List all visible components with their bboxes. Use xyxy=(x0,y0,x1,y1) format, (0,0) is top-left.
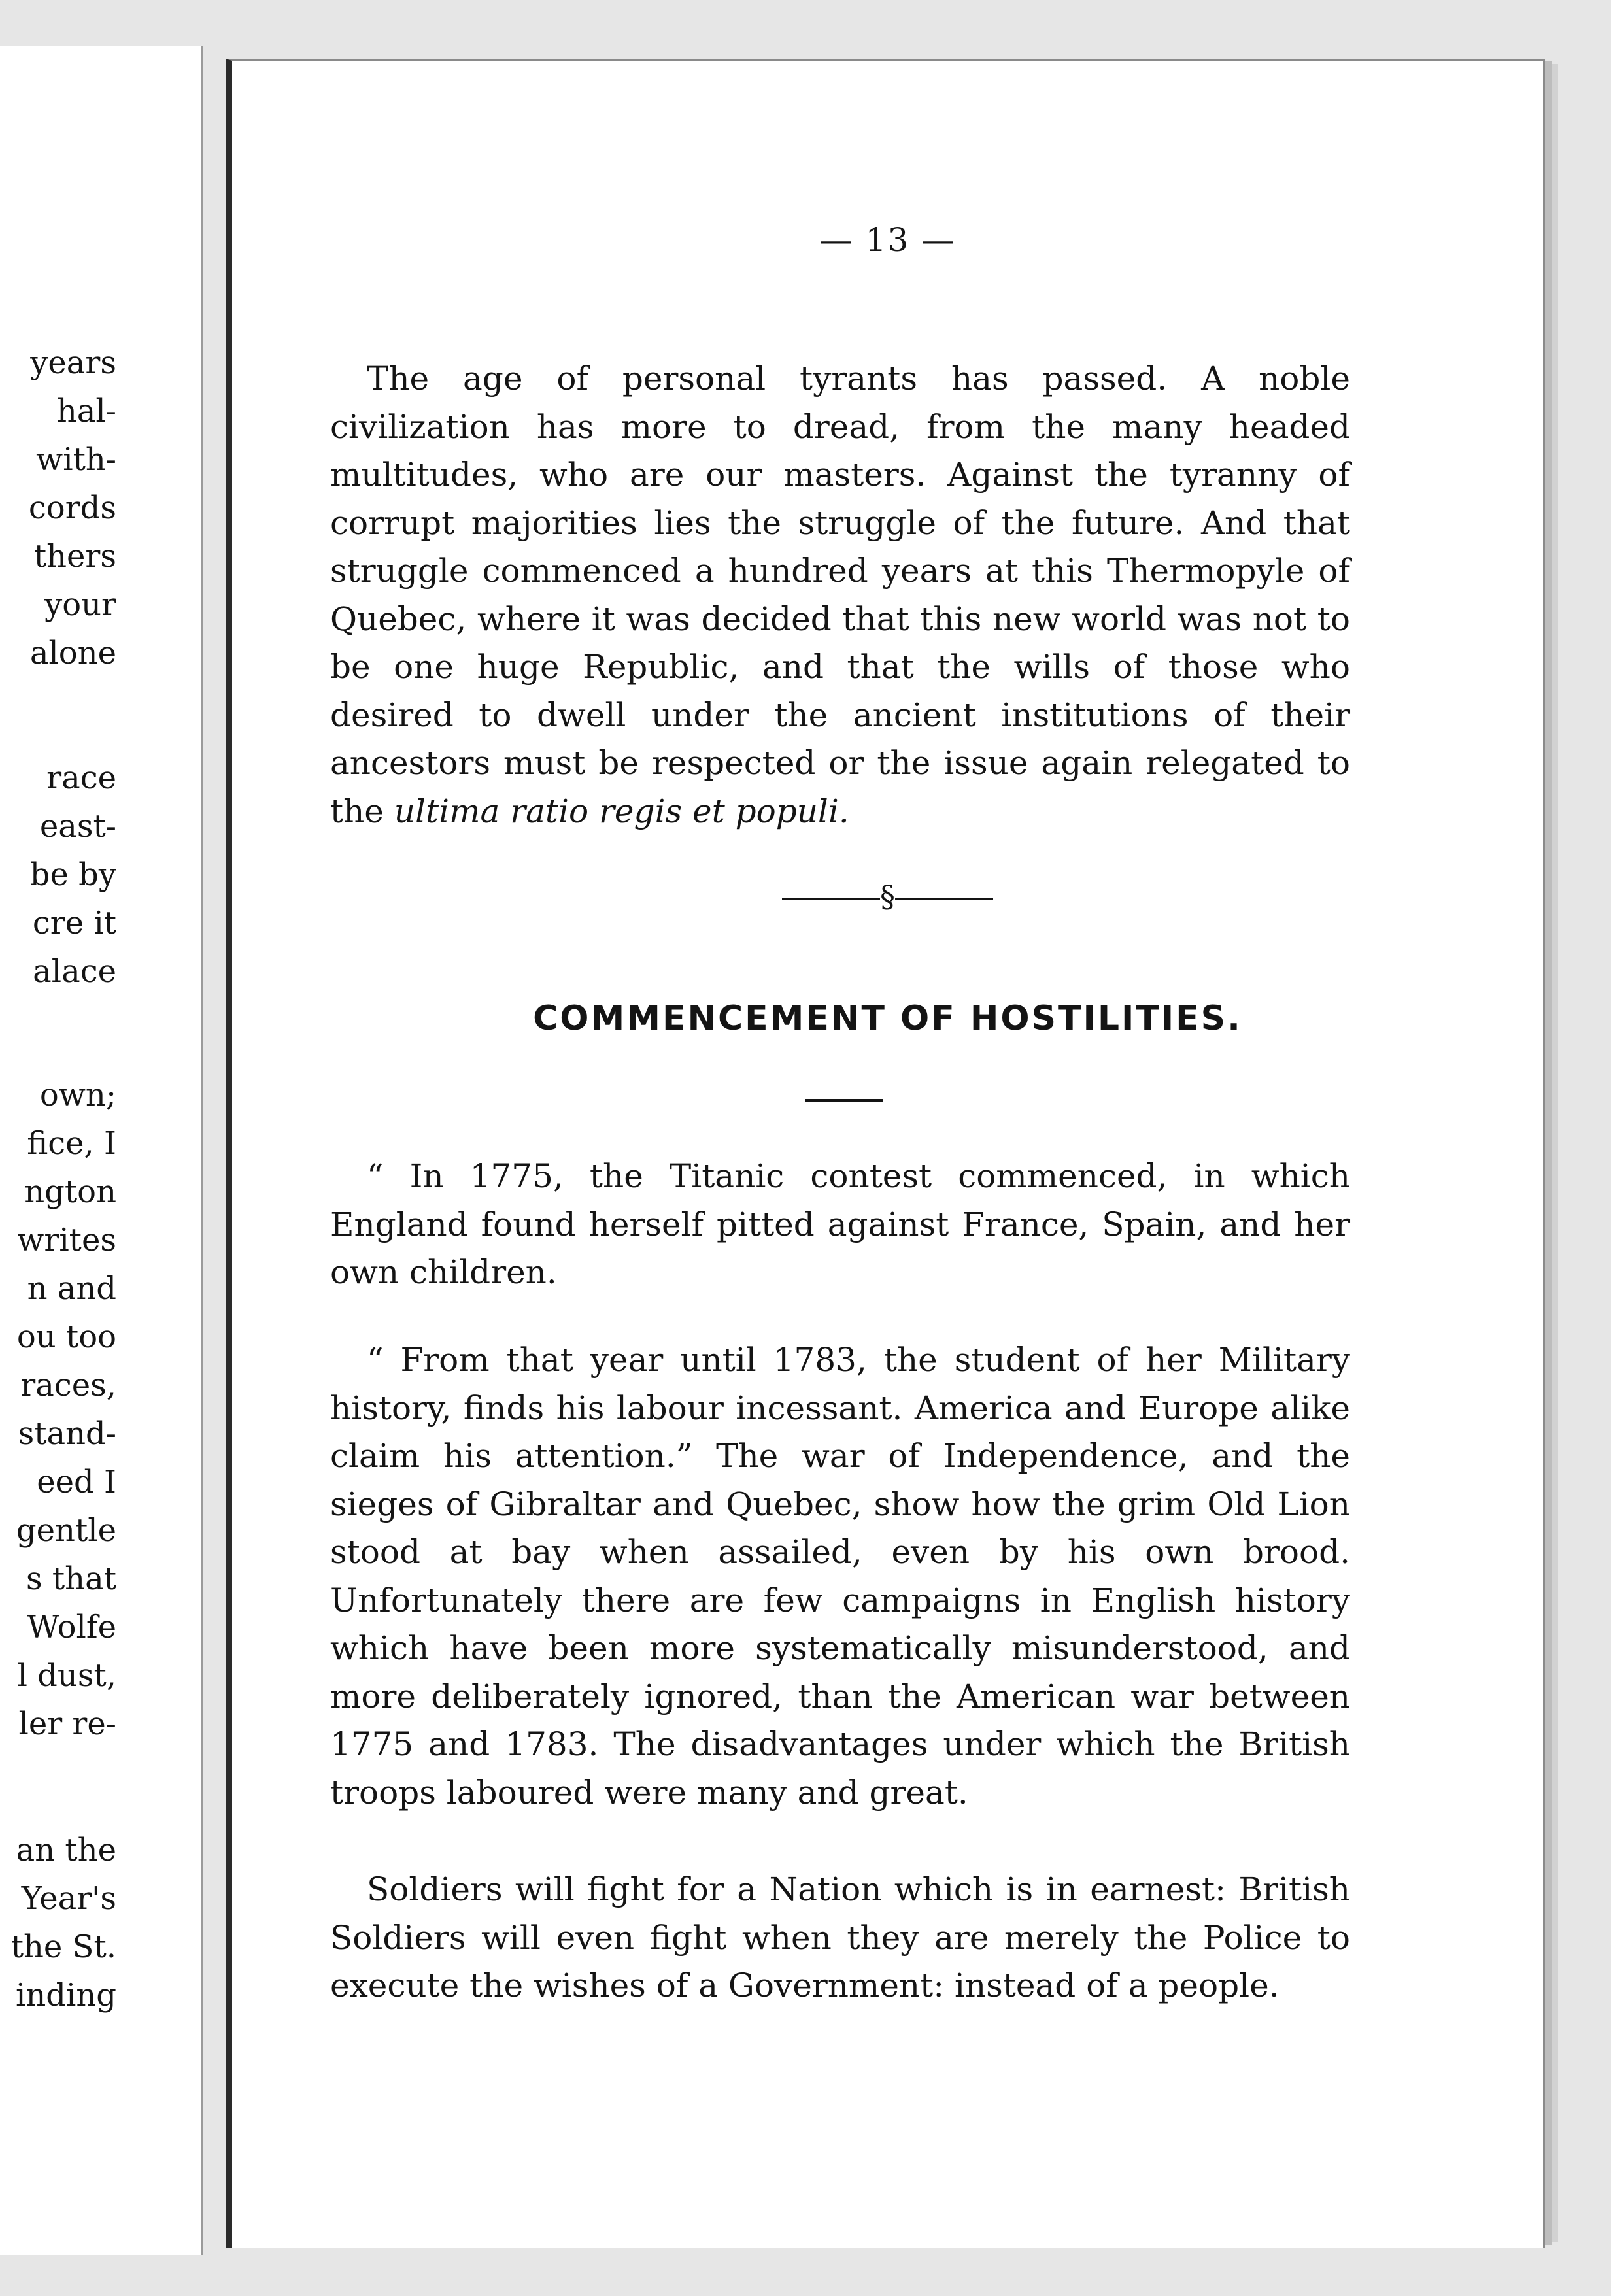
left-fragment-line: races, xyxy=(20,1367,116,1404)
left-fragment-line: an the xyxy=(16,1832,116,1868)
section-ornament xyxy=(232,877,1543,916)
left-fragment-line: your xyxy=(44,586,116,623)
paragraph-1775-text: “ In 1775, the Titanic contest commenced, in which England found herself pitted against France, Spain, and her own children. xyxy=(330,1157,1350,1291)
left-fragment-line: years xyxy=(30,345,116,381)
left-fragment-line: n and xyxy=(27,1270,116,1307)
left-fragment-line: stand- xyxy=(18,1415,116,1452)
heading-rule xyxy=(806,1099,883,1102)
left-fragment-line: thers xyxy=(33,538,116,575)
left-fragment-line: race xyxy=(46,760,116,796)
paragraph-1775 xyxy=(330,1153,1350,1297)
left-fragment-line: be by xyxy=(29,856,116,893)
left-fragment-line: l dust, xyxy=(17,1657,116,1694)
left-fragment-line: s that xyxy=(26,1561,116,1597)
left-fragment-line: fice, I xyxy=(27,1125,116,1162)
left-fragment-line: with- xyxy=(36,441,116,478)
left-fragment-line: ngton xyxy=(24,1173,116,1210)
paragraph-soldiers xyxy=(330,1866,1350,2010)
left-fragment-line: ou too xyxy=(16,1319,116,1355)
left-fragment-line: ler re- xyxy=(18,1706,116,1742)
book-page xyxy=(226,59,1545,2248)
latin-phrase: ultima ratio regis et populi. xyxy=(394,792,849,830)
left-fragment-line: alone xyxy=(29,635,116,671)
ornament-rule-left xyxy=(782,898,880,900)
left-fragment-line: gentle xyxy=(16,1512,116,1549)
paragraph-1783 xyxy=(330,1336,1350,1817)
left-fragment-line: inding xyxy=(16,1977,116,2014)
ornament-rule-right xyxy=(895,898,993,900)
left-fragment-line: eed I xyxy=(37,1464,116,1500)
left-fragment-line: writes xyxy=(17,1222,116,1258)
section-heading: COMMENCEMENT OF HOSTILITIES. xyxy=(533,999,1242,1038)
left-fragment-line: cre it xyxy=(32,905,116,941)
left-fragment-line: hal- xyxy=(56,393,116,430)
page-number: — 13 — xyxy=(819,221,956,259)
paragraph-soldiers-text: Soldiers will fight for a Nation which is in earnest: British Soldiers will even fight when they are merely the Police to execute the wishes of a Government: instead of a people. xyxy=(330,1870,1350,2004)
left-fragment-line: Year's xyxy=(21,1880,116,1917)
paragraph-tyrants-text: The age of personal tyrants has passed. A noble civilization has more to dread, from the many headed multitudes, who are our masters. Against the tyranny of corrupt majorities lies the struggle of the future. And that struggle commenced a hundred years at this Thermopyle of Quebec, where it was decided that this new world was not to be one huge Republic, and that the wills of those who desired to dwell under the ancient institutions of their ancestors must be respected or the issue again relegated to the xyxy=(330,360,1350,830)
section-sign: § xyxy=(880,879,895,914)
left-fragment-line: the St. xyxy=(10,1929,116,1965)
paragraph-tyrants xyxy=(330,355,1350,836)
left-fragment-line: east- xyxy=(39,808,116,845)
left-fragment-line: alace xyxy=(33,953,116,990)
paragraph-1783-text: “ From that year until 1783, the student of her Military history, finds his labour incessant. America and Europe alike claim his attention.” The war of Independence, and the sieges of Gibraltar and Quebec, show how the grim Old Lion stood at bay when assailed, even by his own brood. Unfortunately there are few campaigns in English history which have been more systematically misunderstood, and more deliberately ignored, than the American war between 1775 and 1783. The disadvantages under which the British troops laboured were many and great. xyxy=(330,1341,1350,1812)
left-fragment-line: own; xyxy=(39,1077,116,1113)
left-fragment-line: Wolfe xyxy=(27,1609,116,1646)
previous-page-fragment xyxy=(0,46,203,2255)
left-fragment-line: cords xyxy=(28,490,116,526)
